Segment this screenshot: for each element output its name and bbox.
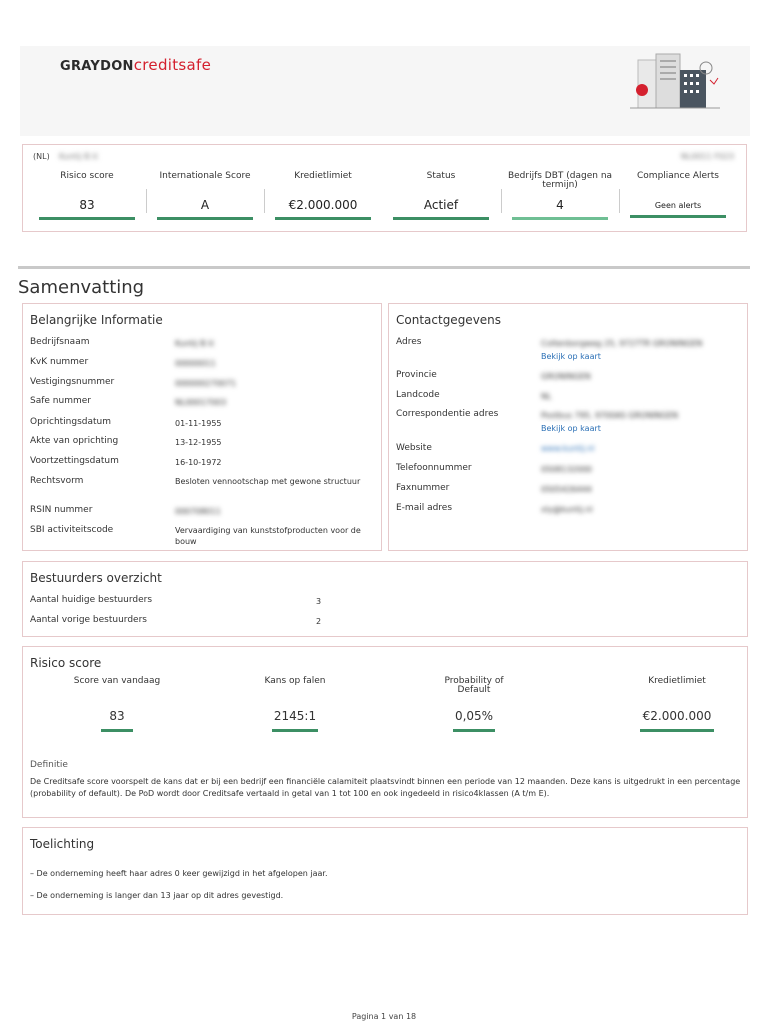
row-label: Provincie	[396, 370, 437, 380]
row-label: Aantal vorige bestuurders	[30, 615, 147, 625]
row-label: Website	[396, 443, 432, 453]
section-title: Samenvatting	[18, 277, 145, 298]
score-value: €2.000.000	[642, 709, 712, 723]
fax-value-redacted: 0505426444	[541, 485, 592, 494]
panel-title: Toelichting	[30, 837, 95, 851]
kpi-value: 83	[79, 198, 95, 212]
kpi-bar	[393, 217, 489, 220]
row-label: Aantal huidige bestuurders	[30, 595, 153, 605]
company-name-redacted: Kuntij B.V.	[59, 152, 100, 161]
kpi-value: Actief	[423, 198, 459, 212]
kpi-value: Geen alerts	[654, 201, 702, 210]
score-bar	[101, 729, 133, 732]
website-link-redacted[interactable]: www.kuntij.nl	[541, 444, 595, 453]
company-id-redacted: NL0011 F023	[680, 152, 734, 161]
row-label: Oprichtingsdatum	[30, 417, 112, 427]
row-label: Correspondentie adres	[396, 409, 499, 419]
row-value: Vervaardiging van kunststofproducten voor de bouw	[175, 526, 361, 546]
risk-score-panel	[22, 646, 748, 818]
kpi-compliance-alerts	[622, 172, 734, 218]
graydon-creditsafe-logo	[60, 56, 211, 74]
kpi-risk-score	[31, 172, 143, 220]
row-value: 13-12-1955	[175, 438, 222, 447]
score-label: Probability of Default	[444, 676, 504, 695]
kpi-label: Kredietlimiet	[294, 171, 352, 181]
score-value: 0,05%	[454, 709, 494, 723]
page-number: Pagina 1 van 18	[351, 1012, 417, 1021]
province-value-redacted: GRONINGEN	[541, 372, 591, 381]
kpi-value: A	[200, 198, 210, 212]
kpi-status	[385, 172, 497, 220]
note-item: – De onderneming heeft haar adres 0 keer gewijzigd in het afgelopen jaar.	[30, 869, 328, 878]
definition-text: De Creditsafe score voorspelt de kans dat er bij een bedrijf een financiële calamiteit plaatsvindt binnen een periode van 12 maanden. Deze kans is uitgedrukt in een percentage (probability of default). De PoD wordt door Creditsafe vertaald in getal van 1 tot 100 en ook ingedeeld in risico4klassen (A t/m E).	[30, 777, 741, 798]
view-on-map-link[interactable]: Bekijk op kaart	[541, 424, 601, 433]
kpi-label: Status	[426, 171, 456, 181]
country-tag: (NL)	[33, 152, 50, 161]
score-probability-of-default	[414, 677, 534, 732]
phone-value-redacted: 0508132000	[541, 465, 592, 474]
kpi-divider	[619, 189, 620, 213]
address-value-redacted: Coltenborgweg 25, 9727TR GRONINGEN	[541, 339, 703, 348]
panel-title: Contactgegevens	[396, 313, 502, 327]
score-value: 2145:1	[273, 709, 317, 723]
kpi-label: Bedrijfs DBT (dagen na termijn)	[507, 171, 613, 190]
row-label: E-mail adres	[396, 503, 453, 513]
score-bar	[640, 729, 714, 732]
kpi-bar	[512, 217, 608, 220]
score-credit-limit	[617, 677, 737, 732]
row-label: Adres	[396, 337, 422, 347]
kpi-value: €2.000.000	[288, 198, 358, 212]
row-value: 01-11-1955	[175, 419, 222, 428]
section-divider	[18, 266, 750, 269]
kpi-divider	[264, 189, 265, 213]
kpi-bar	[630, 215, 726, 218]
view-on-map-link[interactable]: Bekijk op kaart	[541, 352, 601, 361]
kpi-bar	[157, 217, 253, 220]
email-value-redacted: xly@kuntij.nl	[541, 505, 593, 514]
score-label: Kredietlimiet	[648, 676, 706, 686]
row-label: Bedrijfsnaam	[30, 337, 90, 347]
kpi-value: 4	[556, 198, 564, 212]
office-building-illustration-icon	[630, 50, 720, 114]
row-value-redacted: Kuntij B.V.	[175, 339, 216, 348]
panel-title: Belangrijke Informatie	[30, 313, 163, 327]
score-today	[57, 677, 177, 732]
country-code-redacted: NL	[541, 392, 552, 401]
row-label: Akte van oprichting	[30, 436, 119, 446]
kpi-dbt	[504, 172, 616, 220]
score-label: Kans op falen	[264, 676, 326, 686]
contact-panel	[388, 303, 748, 551]
score-bar	[453, 729, 495, 732]
logo-creditsafe-text: creditsafe	[133, 56, 212, 74]
row-value-redacted: 000000270071	[175, 379, 237, 388]
report-header	[20, 46, 750, 136]
panel-title: Risico score	[30, 656, 102, 670]
row-value: 3	[316, 597, 322, 606]
row-label: RSIN nummer	[30, 505, 93, 515]
row-label: Telefoonnummer	[396, 463, 472, 473]
kpi-divider	[146, 189, 147, 213]
directors-panel	[22, 561, 748, 637]
panel-title: Bestuurders overzicht	[30, 571, 162, 585]
row-label: Safe nummer	[30, 396, 91, 406]
company-summary-box	[22, 144, 747, 232]
score-chance-of-failure	[235, 677, 355, 732]
row-label: Voortzettingsdatum	[30, 456, 119, 466]
row-value: Besloten vennootschap met gewone structuur	[175, 477, 361, 486]
row-label: Faxnummer	[396, 483, 450, 493]
kpi-label: Compliance Alerts	[637, 171, 719, 181]
row-label: Vestigingsnummer	[30, 377, 115, 387]
kpi-label: Risico score	[60, 171, 114, 181]
row-value: 16-10-1972	[175, 458, 222, 467]
score-label: Score van vandaag	[73, 676, 161, 686]
definition-title: Definitie	[30, 760, 68, 770]
row-value-redacted: 000708011	[175, 507, 221, 516]
row-label: KvK nummer	[30, 357, 89, 367]
row-label: SBI activiteitscode	[30, 525, 114, 535]
score-value: 83	[109, 709, 125, 723]
note-item: – De onderneming is langer dan 13 jaar op dit adres gevestigd.	[30, 891, 284, 900]
logo-graydon-text: GRAYDON	[60, 59, 134, 74]
row-value-redacted: 00000011	[175, 359, 216, 368]
score-bar	[272, 729, 318, 732]
corr-address-redacted: Postbus 795, 9700AS GRONINGEN	[541, 411, 679, 420]
kpi-divider	[501, 189, 502, 213]
notes-panel	[22, 827, 748, 915]
row-label: Rechtsvorm	[30, 476, 84, 486]
kpi-bar	[275, 217, 371, 220]
row-value-redacted: NL00017003	[175, 398, 227, 407]
row-value: 2	[316, 617, 322, 626]
kpi-international-score	[149, 172, 261, 220]
key-info-panel	[22, 303, 382, 551]
kpi-credit-limit	[267, 172, 379, 220]
kpi-label: Internationale Score	[159, 171, 251, 181]
row-label: Landcode	[396, 390, 440, 400]
kpi-bar	[39, 217, 135, 220]
